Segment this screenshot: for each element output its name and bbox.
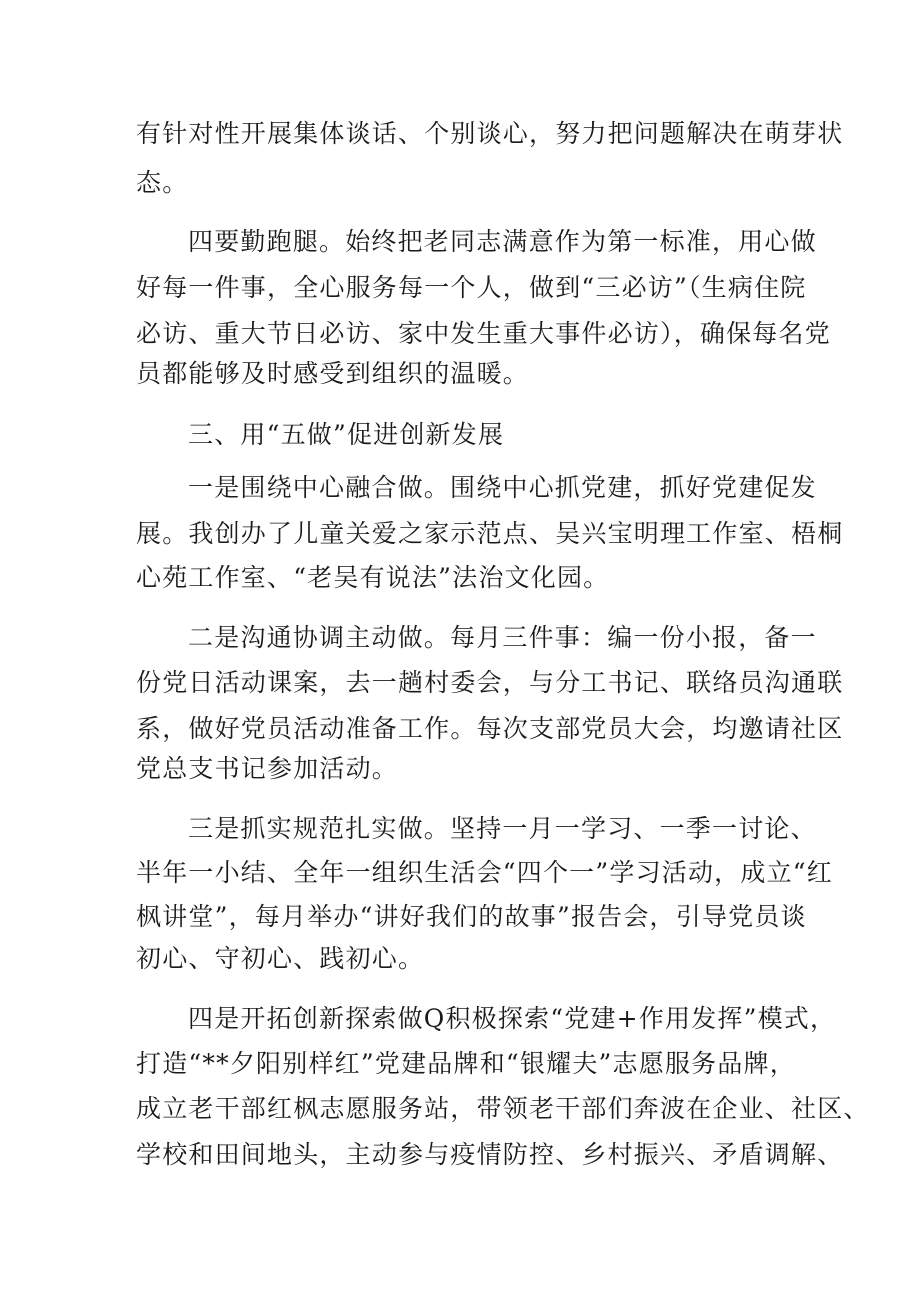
text-line: 态。 [136, 168, 189, 197]
text-line: 好每一件事，全心服务每一个人，做到“三必访”（生病住院 [136, 273, 807, 302]
text-line: 二是沟通协调主动做。每月三件事：编一份小报，备一 [188, 623, 817, 652]
text-line: 系，做好党员活动准备工作。每次支部党员大会，均邀请社区 [136, 714, 844, 743]
text-line: 成立老干部红枫志愿服务站，带领老干部们奔波在企业、社区、 [136, 1094, 870, 1123]
text-line: 心苑工作室、“老吴有说法”法治文化园。 [136, 563, 610, 592]
text-line: 半年一小结、全年一组织生活会“四个一”学习活动，成立“红 [136, 858, 833, 887]
text-line: 员都能够及时感受到组织的温暖。 [136, 359, 530, 388]
section-heading: 三、用“五做”促进创新发展 [188, 420, 505, 449]
text-line: 份党日活动课案，去一趟村委会，与分工书记、联络员沟通联 [136, 668, 844, 697]
text-line: 打造“**夕阳别样红”党建品牌和“银耀夫”志愿服务品牌， [136, 1049, 796, 1078]
text-line: 学校和田间地头，主动参与疫情防控、乡村振兴、矛盾调解、 [136, 1140, 844, 1169]
text-line: 党总支书记参加活动。 [136, 754, 399, 783]
text-line: 四是开拓创新探索做Q积极探索“党建+作用发挥”模式， [188, 1004, 837, 1033]
text-line: 展。我创办了儿童关爱之家示范点、吴兴宝明理工作室、梧桐 [136, 519, 844, 548]
text-line: 一是围绕中心融合做。围绕中心抓党建，抓好党建促发 [188, 473, 817, 502]
text-line: 三是抓实规范扎实做。坚持一月一学习、一季一讨论、 [188, 814, 817, 843]
text-line: 有针对性开展集体谈话、个别谈心，努力把问题解决在萌芽状 [136, 119, 844, 148]
text-line: 四要勤跑腿。始终把老同志满意作为第一标准，用心做 [188, 227, 817, 256]
text-line: 必访、重大节日必访、家中发生重大事件必访），确保每名党 [136, 319, 831, 348]
text-line: 枫讲堂”，每月举办“讲好我们的故事”报告会，引导党员谈 [136, 902, 807, 931]
text-line: 初心、守初心、践初心。 [136, 944, 425, 973]
